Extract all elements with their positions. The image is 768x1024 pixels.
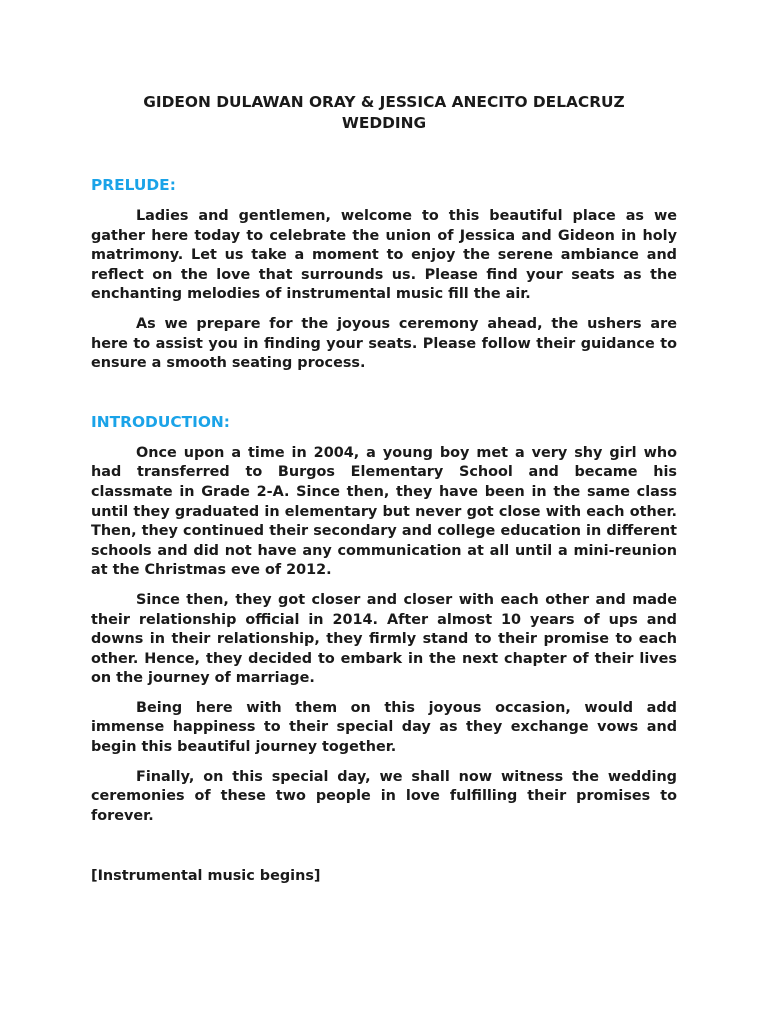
introduction-paragraph: Once upon a time in 2004, a young boy met a very shy girl who had transferred to Burgos Elementary School and became his classmate in Grade 2-A. Since then, they have been in the same class until they graduated in elementary but never got close with each other. Then, they continued their secondary and college education in different schools and did not have any communication at all until a mini-reunion at the Christmas eve of 2012. (91, 444, 677, 579)
document-page (91, 92, 677, 887)
prelude-paragraph: As we prepare for the joyous ceremony ahead, the ushers are here to assist you in finding your seats. Please follow their guidance to ensure a smooth seating process. (91, 315, 677, 372)
document-title: GIDEON DULAWAN ORAY & JESSICA ANECITO DELACRUZ WEDDING (143, 93, 625, 132)
introduction-paragraph: Being here with them on this joyous occasion, would add immense happiness to their special day as they exchange vows and begin this beautiful journey together. (91, 699, 677, 756)
introduction-heading: INTRODUCTION: (91, 412, 230, 431)
prelude-heading: PRELUDE: (91, 176, 176, 194)
prelude-paragraph: Ladies and gentlemen, welcome to this beautiful place as we gather here today to celebrate the union of Jessica and Gideon in holy matrimony. Let us take a moment to enjoy the serene ambiance and reflect on the love that surrounds us. Please find your seats as the enchanting melodies of instrumental music fill the air. (91, 208, 677, 303)
introduction-paragraph: Finally, on this special day, we shall now witness the wedding ceremonies of these two people in love fulfilling their promises to forever. (91, 768, 677, 824)
introduction-paragraph: Since then, they got closer and closer with each other and made their relationship official in 2014. After almost 10 years of ups and downs in their relationship, they firmly stand to their promise to each other. Hence, they decided to embark in the next chapter of their lives on the journey of marriage. (91, 591, 677, 687)
music-cue: [Instrumental music begins] (91, 868, 321, 885)
